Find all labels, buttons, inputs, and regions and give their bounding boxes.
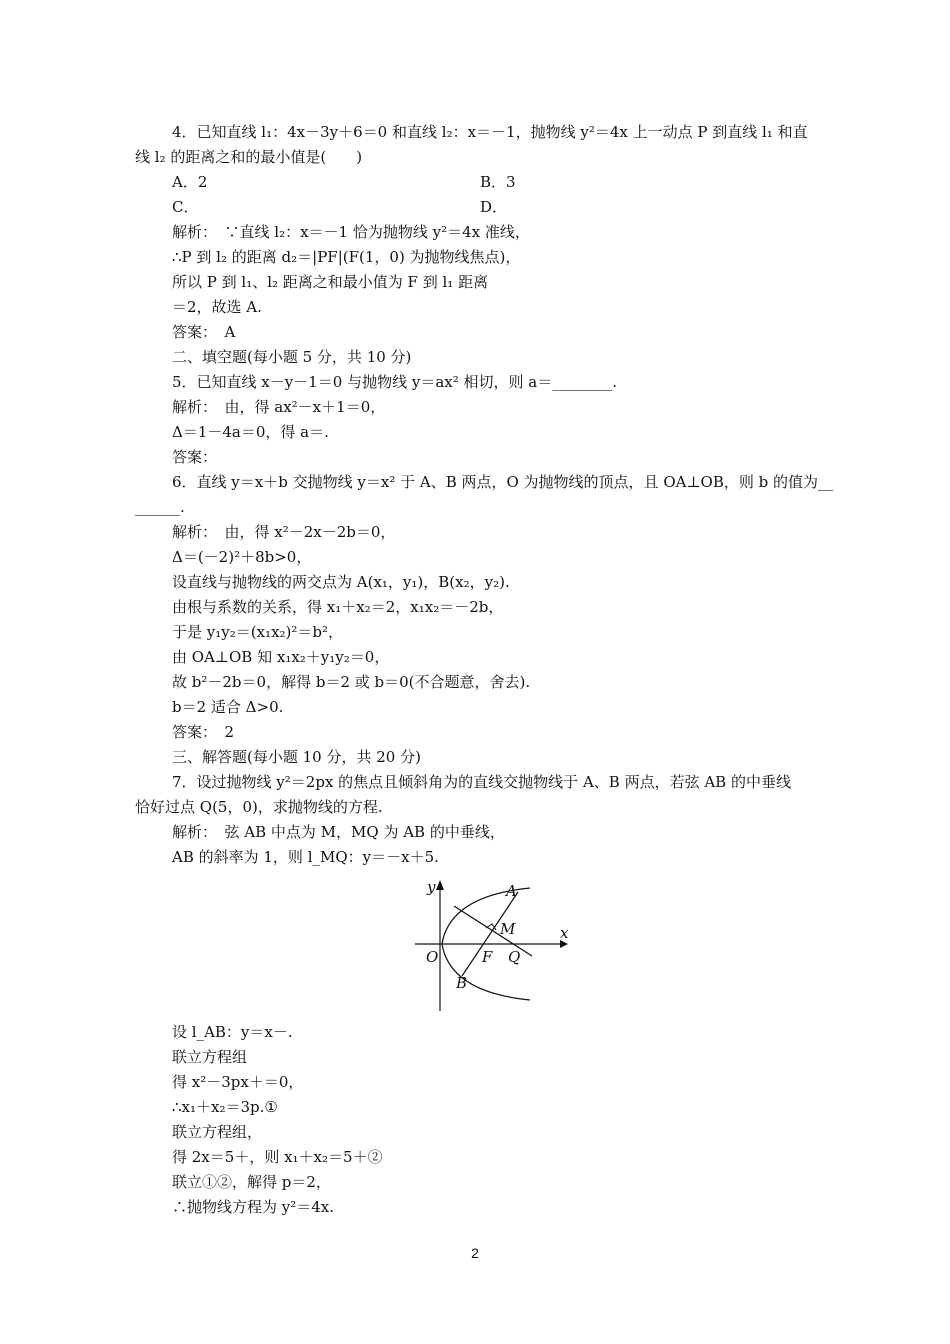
point-f-label: F [482,948,493,966]
q7-solution-line: 得 2x＝5＋，则 x₁＋x₂＝5＋② [172,1148,383,1166]
q4-option-a: A．2 [172,173,208,191]
q7-solution-line: 联立①②，解得 p＝2， [172,1173,331,1191]
y-axis-label: y [427,878,436,896]
q6-solution-line: 设直线与抛物线的两交点为 A(x₁，y₁)，B(x₂，y₂). [172,573,510,591]
section2-title: 二、填空题(每小题 5 分，共 10 分) [172,348,412,366]
origin-label: O [426,948,439,966]
q4-option-d: D． [480,198,508,216]
point-m-label: M [500,920,516,938]
page-number: 2 [471,1245,479,1261]
q7-solution-line: ∴抛物线方程为 y²＝4x. [172,1198,335,1216]
q7-stem-line1: 7．设过抛物线 y²＝2px 的焦点且倾斜角为的直线交抛物线于 A、B 两点，若弦 AB 的中垂线 [172,773,791,791]
q5-answer: 答案： [172,448,218,466]
q7-solution-line: 得 x²－3px＋＝0， [172,1073,304,1091]
q5-stem: 5．已知直线 x－y－1＝0 与抛物线 y＝ax² 相切，则 a＝________. [172,373,618,391]
q6-solution-line: Δ＝(－2)²＋8b>0， [172,548,312,566]
point-q-label: Q [508,948,521,966]
q4-stem-line1: 4．已知直线 l₁：4x－3y＋6＝0 和直线 l₂：x＝－1，抛物线 y²＝4x 上一动点 P 到直线 l₁ 和直 [172,123,808,141]
q5-solution-line: 解析： 由，得 ax²－x＋1＝0， [172,398,386,416]
q7-stem-line2: 恰好过点 Q(5，0)，求抛物线的方程. [135,798,383,816]
q7-solution-line: 联立方程组， [172,1123,263,1141]
y-axis-arrow [436,880,444,890]
section3-title: 三、解答题(每小题 10 分，共 20 分) [172,748,421,766]
q7-solution-line: ∴x₁＋x₂＝3p.① [172,1098,278,1116]
point-b-label: B [456,974,468,992]
point-a-label: A [506,882,517,900]
q4-solution-line: ＝2，故选 A. [172,298,262,316]
q4-solution-line: 所以 P 到 l₁、l₂ 距离之和最小值为 F 到 l₁ 距离 [172,273,489,291]
q6-solution-line: 由 OA⊥OB 知 x₁x₂＋y₁y₂＝0， [172,648,390,666]
q7-solution-line: AB 的斜率为 1，则 l_MQ：y＝－x＋5. [172,848,439,866]
q5-solution-line: Δ＝1－4a＝0，得 a＝. [172,423,329,441]
q7-solution-line: 解析： 弦 AB 中点为 M，MQ 为 AB 的中垂线， [172,823,505,841]
q7-solution-line: 设 l_AB：y＝x－. [172,1023,293,1041]
q4-solution-line: ∴P 到 l₂ 的距离 d₂＝|PF|(F(1，0) 为抛物线焦点)， [172,248,521,266]
q6-solution-line: b＝2 适合 Δ>0. [172,698,284,716]
q6-answer: 答案： 2 [172,723,235,741]
q6-solution-line: 由根与系数的关系，得 x₁＋x₂＝2，x₁x₂＝－2b， [172,598,504,616]
x-axis-label: x [560,924,569,942]
q4-solution-line: 解析： ∵直线 l₂：x＝－1 恰为抛物线 y²＝4x 准线， [172,223,530,241]
q6-stem-line2: ______. [135,498,185,516]
q4-answer: 答案： A [172,323,236,341]
q4-option-b: B．3 [480,173,516,191]
q4-option-c: C． [172,198,199,216]
q7-solution-line: 联立方程组 [172,1048,248,1066]
q6-solution-line: 于是 y₁y₂＝(x₁x₂)²＝b²， [172,623,344,641]
q6-solution-line: 解析： 由，得 x²－2x－2b＝0， [172,523,396,541]
parabola-figure [410,876,570,1016]
q4-stem-line2: 线 l₂ 的距离之和的最小值是( ) [135,148,363,166]
q6-stem-line1: 6．直线 y＝x＋b 交抛物线 y＝x² 于 A、B 两点，O 为抛物线的顶点，且 OA⊥OB，则 b 的值为__ [172,473,834,491]
q6-solution-line: 故 b²－2b＝0，解得 b＝2 或 b＝0(不合题意，舍去). [172,673,531,691]
